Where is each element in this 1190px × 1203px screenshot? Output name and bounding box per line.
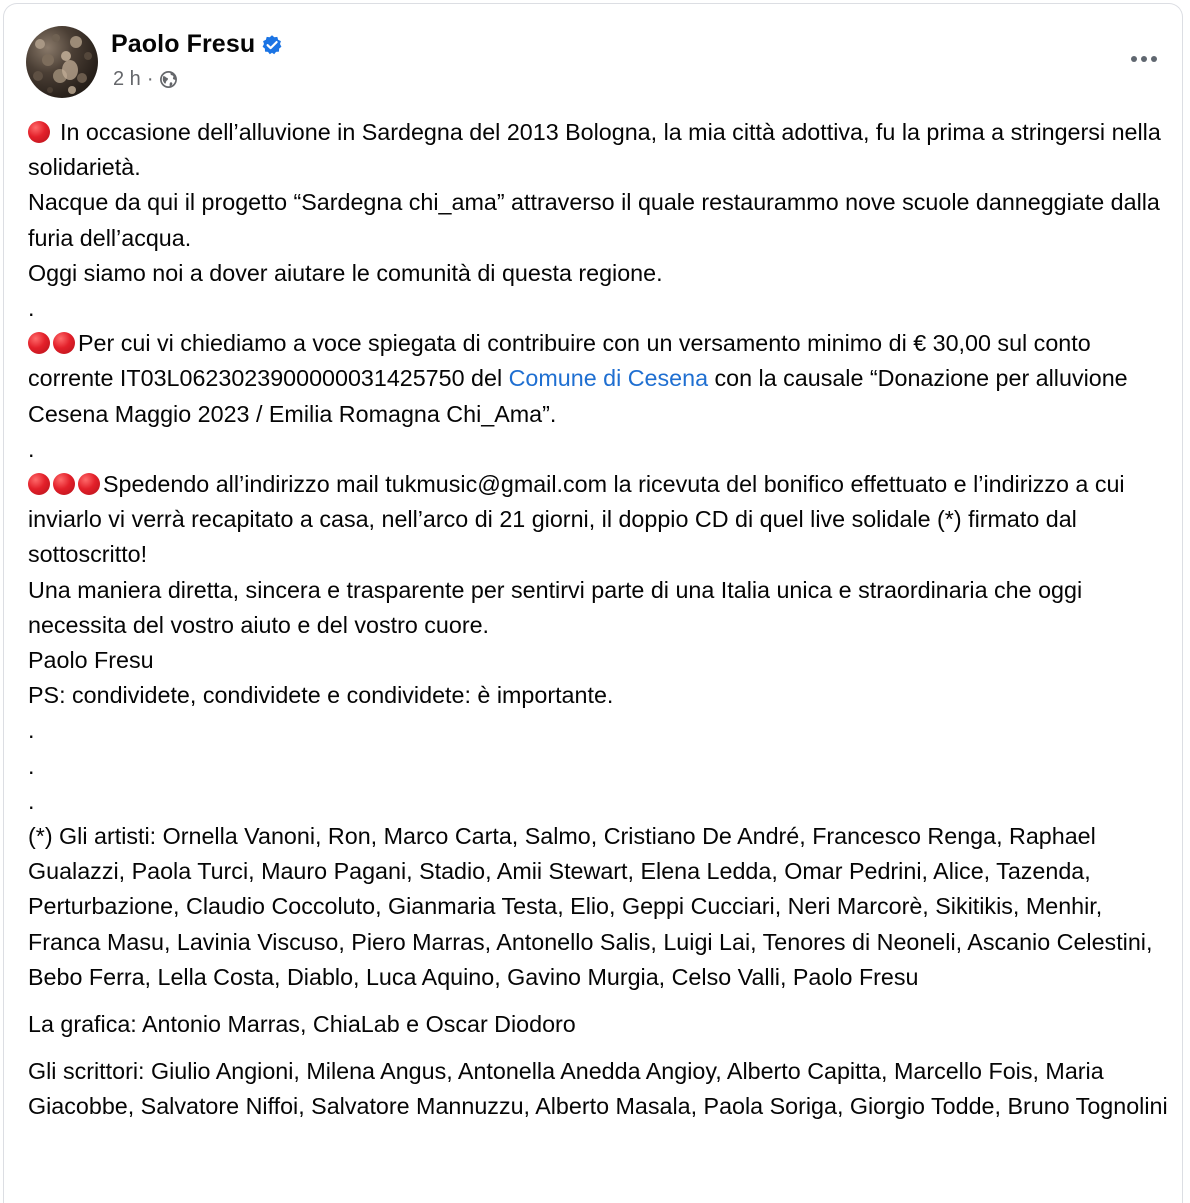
post-body (28, 115, 1178, 1125)
paragraph-3: Oggi siamo noi a dover aiutare le comunità di questa regione. (28, 259, 663, 286)
paragraph-5: Spedendo all’indirizzo mail tukmusic@gmail.com la ricevuta del bonifico effettuato e l’indirizzo a cui inviarlo vi verrà recapitato a casa, nell’arco di 21 giorni, il doppio CD di quel live solidale (*) firmato dal sottoscritto! (28, 471, 1125, 568)
post-card (3, 3, 1183, 1203)
red-circle-icon (28, 473, 50, 495)
avatar-photo (26, 26, 98, 98)
paragraph-4: Per cui vi chiediamo a voce spiegata di contribuire con un versamento minimo di € 30,00 sul conto corrente IT03L0623023900000031425750 del Comune di Cesena con la causale “Donazione per alluvione Cesena Maggio 2023 / Emilia Romagna Chi_Ama”. (28, 330, 1128, 427)
verified-badge-icon (261, 34, 283, 56)
more-options-icon[interactable] (1122, 44, 1166, 74)
meta-separator: · (146, 68, 154, 90)
artists-list: (*) Gli artisti: Ornella Vanoni, Ron, Marco Carta, Salmo, Cristiano De André, Francesco Renga, Raphael Gualazzi, Paola Turci, Mauro Pagani, Stadio, Amii Stewart, Elena Ledda, Omar Pedrini, Alice, Tazenda, Perturbazione, Claudio Coccoluto, Gianmaria Testa, Elio, Geppi Cucciari, Neri Marcorè, Sikitikis, Menhir, Franca Masu, Lavinia Viscuso, Piero Marras, Antonello Salis, Luigi Lai, Tenores di Neoneli, Ascanio Celestini, Bebo Ferra, Lella Costa, Diablo, Luca Aquino, Gavino Murgia, Celso Valli, Paolo Fresu (28, 823, 1153, 990)
globe-icon[interactable] (159, 70, 178, 89)
separator-dot: . (28, 717, 35, 744)
paragraph-1: In occasione dell’alluvione in Sardegna del 2013 Bologna, la mia città adottiva, fu la prima a stringersi nella solidarietà. (28, 119, 1161, 181)
author-name[interactable]: Paolo Fresu (111, 30, 256, 58)
post-meta (113, 68, 178, 91)
separator-dot: . (28, 295, 35, 322)
postscript: PS: condividete, condividete e condividete: è importante. (28, 682, 614, 709)
separator-dot: . (28, 787, 35, 814)
separator-dot: . (28, 752, 35, 779)
avatar[interactable] (26, 26, 98, 98)
red-circle-icon (53, 473, 75, 495)
red-circle-icon (53, 332, 75, 354)
graphics-credits: La grafica: Antonio Marras, ChiaLab e Oscar Diodoro (28, 1011, 576, 1038)
signature: Paolo Fresu (28, 647, 154, 674)
paragraph-2: Nacque da qui il progetto “Sardegna chi_ama” attraverso il quale restaurammo nove scuole danneggiate dalla furia dell’acqua. (28, 189, 1160, 251)
author-row (111, 30, 283, 59)
paragraph-6: Una maniera diretta, sincera e trasparente per sentirvi parte di una Italia unica e straordinaria che oggi necessita del vostro aiuto e del vostro cuore. (28, 576, 1083, 638)
post-timestamp[interactable]: 2 h (113, 68, 141, 90)
comune-di-cesena-link[interactable]: Comune di Cesena (508, 365, 709, 392)
writers-list: Gli scrittori: Giulio Angioni, Milena Angus, Antonella Anedda Angioy, Alberto Capitta, Marcello Fois, Maria Giacobbe, Salvatore Niffoi, Salvatore Mannuzzu, Alberto Masala, Paola Soriga, Giorgio Todde, Bruno Tognolini (28, 1058, 1168, 1120)
red-circle-icon (28, 332, 50, 354)
separator-dot: . (28, 435, 35, 462)
red-circle-icon (28, 121, 50, 143)
red-circle-icon (78, 473, 100, 495)
